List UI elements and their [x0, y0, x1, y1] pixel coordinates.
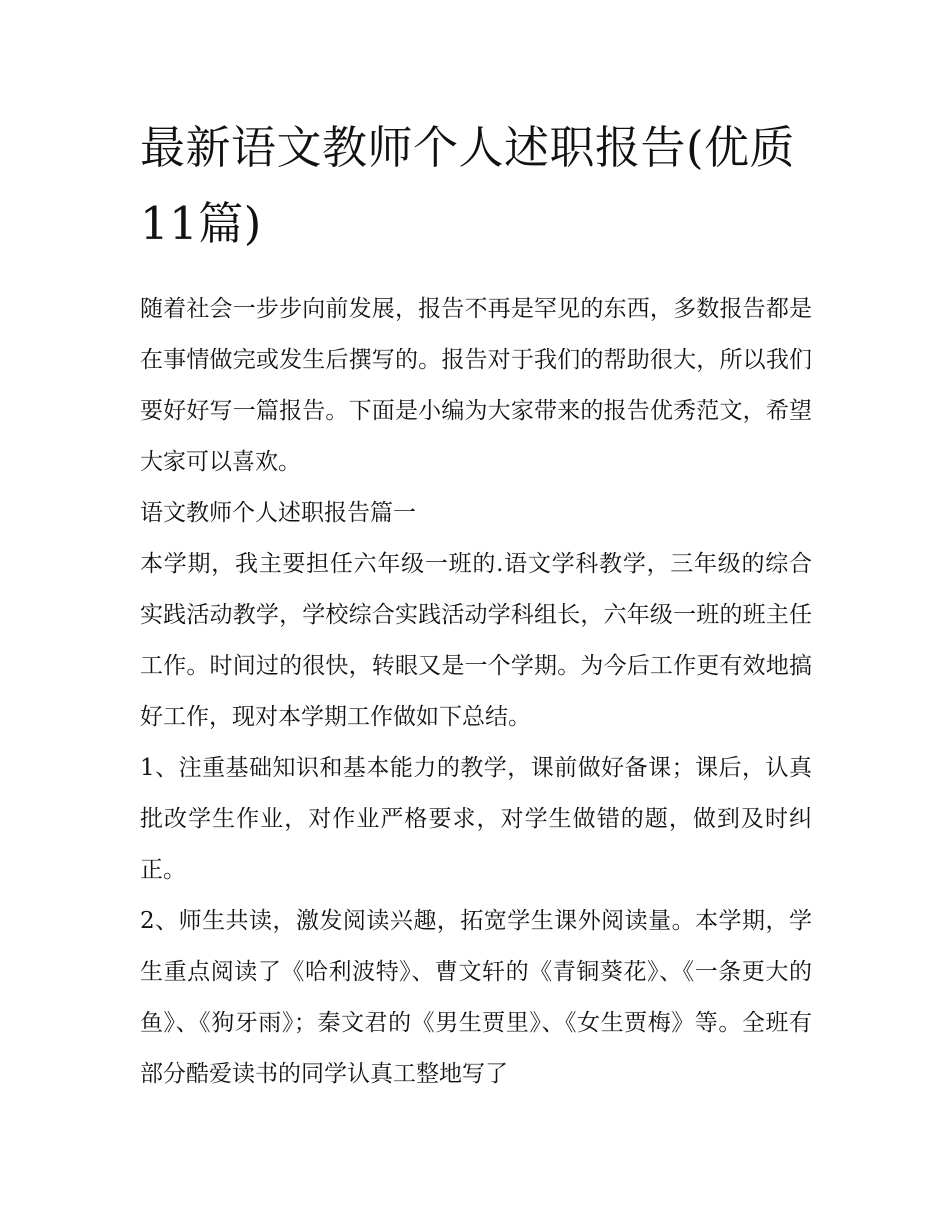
- intro-paragraph: 随着社会一步步向前发展，报告不再是罕见的东西，多数报告都是在事情做完或发生后撰写的。报告对于我们的帮助很大，所以我们要好好写一篇报告。下面是小编为大家带来的报告优秀范文，希望大家可以喜欢。: [140, 296, 812, 475]
- list-item-2: 2、师生共读，激发阅读兴趣，拓宽学生课外阅读量。本学期，学生重点阅读了《哈利波特》、曹文轩的《青铜葵花》、《一条更大的鱼》、《狗牙雨》；秦文君的《男生贾里》、《女生贾梅》等。全班有部分酷爱读书的同学认真工整地写了: [140, 908, 812, 1087]
- list-item-1: 1、注重基础知识和基本能力的教学，课前做好备课；课后，认真批改学生作业，对作业严格要求，对学生做错的题，做到及时纠正。: [140, 755, 812, 883]
- document-title: 最新语文教师个人述职报告(优质11篇): [140, 121, 796, 250]
- document-page: [140, 110, 812, 1100]
- section-heading: 语文教师个人述职报告篇一: [140, 500, 416, 526]
- body-paragraph: 本学期，我主要担任六年级一班的.语文学科教学，三年级的综合实践活动教学，学校综合实践活动学科组长，六年级一班的班主任工作。时间过的很快，转眼又是一个学期。为今后工作更有效地搞好工作，现对本学期工作做如下总结。: [140, 551, 812, 730]
